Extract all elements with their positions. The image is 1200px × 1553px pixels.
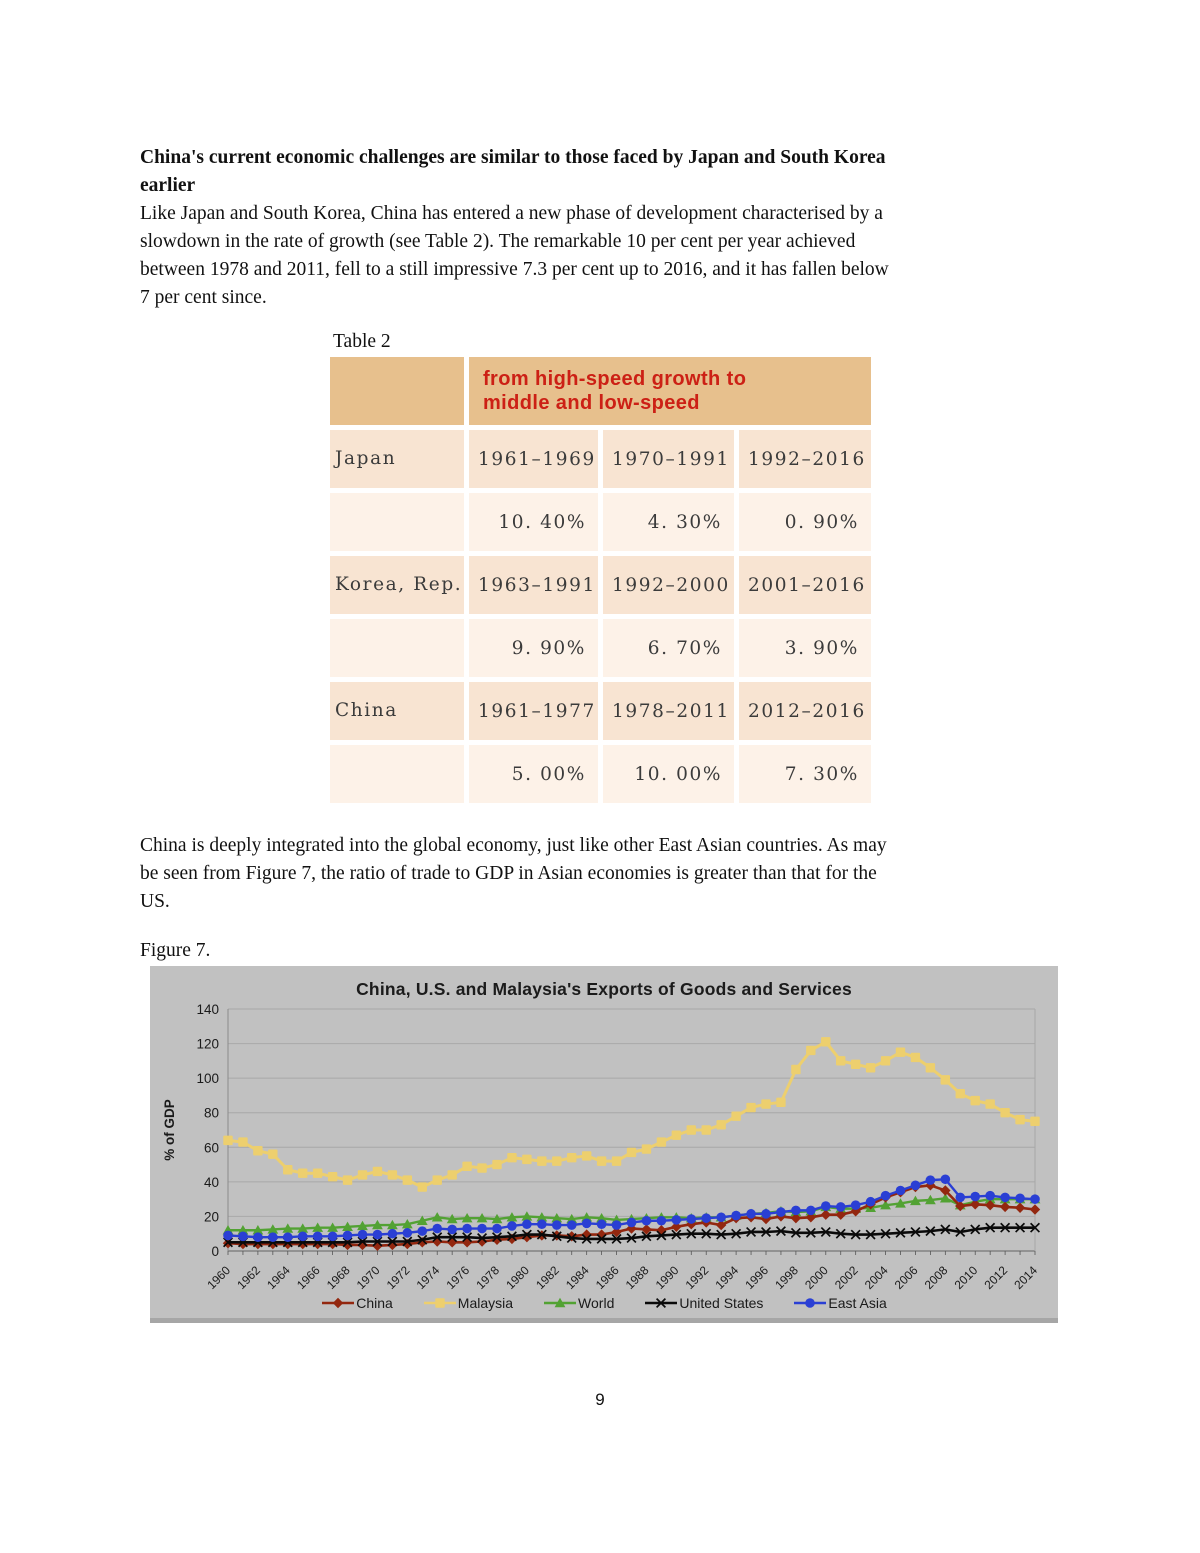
intro-paragraph-line: between 1978 and 2011, fell to a still impressive 7.3 per cent up to 2016, and it has fallen below — [140, 259, 889, 280]
body-paragraph-line: US. — [140, 891, 170, 912]
svg-text:1978: 1978 — [473, 1263, 503, 1293]
svg-text:% of GDP: % of GDP — [162, 1099, 177, 1161]
svg-text:20: 20 — [203, 1209, 219, 1225]
table2-value-cell: 5. 00% — [469, 745, 598, 803]
table2-value-cell: 3. 90% — [739, 619, 871, 677]
svg-text:1960: 1960 — [204, 1263, 234, 1293]
svg-text:1976: 1976 — [443, 1263, 473, 1293]
table2-empty-cell — [330, 619, 464, 677]
svg-text:1968: 1968 — [323, 1263, 353, 1293]
svg-text:1990: 1990 — [652, 1263, 682, 1293]
table2-caption: Table 2 — [333, 331, 391, 352]
svg-text:1988: 1988 — [622, 1263, 652, 1293]
svg-text:40: 40 — [203, 1174, 219, 1190]
intro-section — [140, 144, 1070, 312]
figure7-caption: Figure 7. — [140, 940, 211, 961]
page-number: 9 — [595, 1390, 605, 1409]
table2-value-cell: 7. 30% — [739, 745, 871, 803]
page-heading-line: earlier — [140, 175, 196, 196]
table2-period-cell: 1970–1991 — [603, 430, 734, 488]
chart-title: China, U.S. and Malaysia's Exports of Goods and Services — [356, 979, 852, 999]
table2-corner-cell — [330, 357, 464, 425]
legend-item — [543, 1295, 614, 1311]
svg-text:1964: 1964 — [264, 1263, 293, 1293]
legend-label: East Asia — [828, 1295, 887, 1311]
table2-period-cell: 1961–1969 — [469, 430, 598, 488]
intro-paragraph-line: Like Japan and South Korea, China has entered a new phase of development characterised by a — [140, 203, 883, 224]
table2-empty-cell — [330, 493, 464, 551]
svg-text:1966: 1966 — [294, 1263, 323, 1293]
legend-label: Malaysia — [457, 1295, 514, 1311]
svg-text:2014: 2014 — [1011, 1263, 1041, 1293]
legend-label: World — [578, 1295, 615, 1311]
legend-marker-triangle-icon — [543, 1296, 577, 1310]
page-heading-line: China's current economic challenges are similar to those faced by Japan and South Korea — [140, 147, 886, 168]
svg-text:2002: 2002 — [832, 1263, 861, 1293]
svg-text:2004: 2004 — [861, 1263, 891, 1293]
legend-label: China — [356, 1295, 393, 1311]
svg-text:2010: 2010 — [951, 1263, 981, 1293]
legend-label: United States — [679, 1295, 764, 1311]
table2-header-line: from high-speed growth to — [483, 367, 747, 390]
table2-period-cell: 2001–2016 — [739, 556, 871, 614]
table2-value-cell: 10. 00% — [603, 745, 734, 803]
table2-period-cell: 1961–1977 — [469, 682, 598, 740]
legend-item — [321, 1295, 393, 1311]
table2-period-cell: 1963–1991 — [469, 556, 598, 614]
svg-text:2008: 2008 — [921, 1263, 951, 1293]
legend-marker-diamond-icon — [321, 1296, 355, 1310]
table2 — [330, 357, 871, 803]
table2-country-cell: Korea, Rep. — [330, 556, 464, 614]
table2-country-cell: China — [330, 682, 464, 740]
svg-text:0: 0 — [211, 1244, 219, 1259]
legend-item — [644, 1295, 763, 1311]
svg-text:1998: 1998 — [772, 1263, 802, 1293]
svg-text:1986: 1986 — [592, 1263, 622, 1293]
svg-text:80: 80 — [203, 1105, 219, 1121]
table2-period-cell: 1992–2000 — [603, 556, 734, 614]
svg-text:1984: 1984 — [563, 1263, 592, 1293]
svg-text:1972: 1972 — [383, 1263, 413, 1293]
legend-item — [423, 1295, 513, 1311]
svg-text:140: 140 — [196, 1002, 219, 1017]
svg-text:2000: 2000 — [802, 1263, 831, 1293]
legend-marker-x-icon — [644, 1296, 678, 1310]
svg-text:2012: 2012 — [981, 1263, 1011, 1293]
exports-chart-svg — [150, 966, 1058, 1318]
chart-legend — [150, 1295, 1058, 1311]
table2-country-cell: Japan — [330, 430, 464, 488]
series-malaysia — [223, 1037, 1039, 1192]
legend-item — [793, 1295, 886, 1311]
figure7-chart — [150, 966, 1058, 1323]
svg-text:120: 120 — [196, 1036, 219, 1052]
table2-value-cell: 4. 30% — [603, 493, 734, 551]
svg-text:1980: 1980 — [503, 1263, 533, 1293]
body-paragraph-line: be seen from Figure 7, the ratio of trade to GDP in Asian economies is greater than that for the — [140, 863, 877, 884]
table2-value-cell: 9. 90% — [469, 619, 598, 677]
body-paragraph — [140, 832, 1070, 916]
svg-text:1962: 1962 — [234, 1263, 264, 1293]
svg-text:100: 100 — [196, 1071, 219, 1087]
body-paragraph-line: China is deeply integrated into the global economy, just like other East Asian countries. As may — [140, 835, 887, 856]
svg-text:1994: 1994 — [712, 1263, 742, 1293]
table2-value-cell: 10. 40% — [469, 493, 598, 551]
table2-header-cell — [469, 357, 871, 425]
svg-text:1982: 1982 — [533, 1263, 562, 1293]
table2-header-line: middle and low-speed — [483, 392, 700, 414]
table2-empty-cell — [330, 745, 464, 803]
legend-marker-circle-icon — [793, 1296, 827, 1310]
table2-period-cell: 2012–2016 — [739, 682, 871, 740]
legend-marker-square-icon — [423, 1296, 457, 1310]
intro-paragraph-line: 7 per cent since. — [140, 287, 267, 308]
intro-paragraph-line: slowdown in the rate of growth (see Table 2). The remarkable 10 per cent per year achieved — [140, 231, 856, 252]
table2-value-cell: 6. 70% — [603, 619, 734, 677]
svg-text:60: 60 — [203, 1140, 219, 1156]
svg-text:1996: 1996 — [742, 1263, 772, 1293]
svg-text:1970: 1970 — [353, 1263, 383, 1293]
table2-period-cell: 1978–2011 — [603, 682, 734, 740]
svg-text:1974: 1974 — [413, 1263, 443, 1293]
svg-text:2006: 2006 — [891, 1263, 921, 1293]
svg-text:1992: 1992 — [682, 1263, 712, 1293]
table2-value-cell: 0. 90% — [739, 493, 871, 551]
table2-period-cell: 1992–2016 — [739, 430, 871, 488]
